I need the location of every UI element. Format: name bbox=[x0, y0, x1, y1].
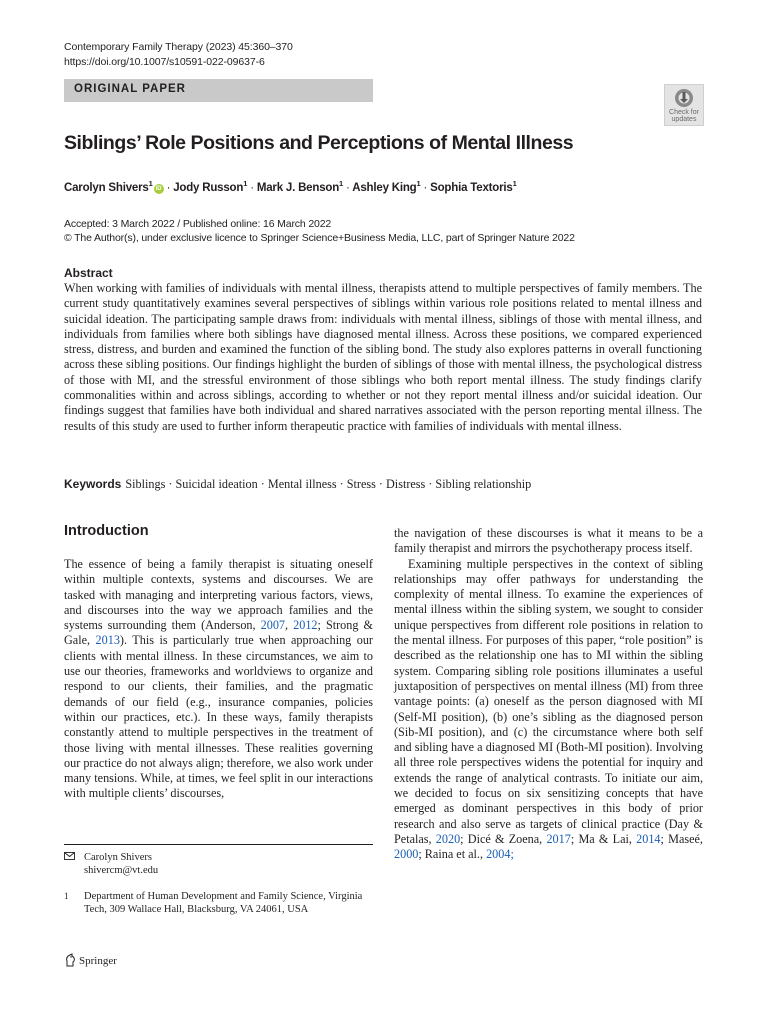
paper-title: Siblings’ Role Positions and Perceptions of Mental Illness bbox=[64, 132, 574, 154]
author-affil-mark: 1 bbox=[148, 179, 153, 188]
affiliation-mark: 1 bbox=[64, 891, 69, 901]
footnote-rule bbox=[64, 844, 373, 845]
author-name[interactable]: Mark J. Benson bbox=[256, 181, 340, 194]
citation-link[interactable]: 2017 bbox=[546, 831, 571, 846]
author-name[interactable]: Sophia Textoris bbox=[430, 181, 513, 194]
citation-link[interactable]: 2012 bbox=[293, 618, 318, 633]
citation-link[interactable]: 2014 bbox=[636, 831, 661, 846]
corresponding-author-footnote bbox=[64, 851, 373, 877]
springer-horse-icon bbox=[64, 953, 76, 967]
body-column-left bbox=[64, 557, 373, 802]
paper-type-bar bbox=[64, 79, 373, 102]
keywords-list: Siblings · Suicidal ideation · Mental illness · Stress · Distress · Sibling relationship bbox=[125, 477, 532, 491]
check-updates-line1: Check for bbox=[669, 109, 699, 116]
body-text: ; Dicé & Zoena, bbox=[460, 831, 547, 846]
affiliation-text: Department of Human Development and Family Science, Virginia Tech, 309 Wallace Hall, Blacksburg, VA 24061, USA bbox=[84, 891, 363, 915]
abstract-heading: Abstract bbox=[64, 266, 113, 280]
citation-link[interactable]: 2004; bbox=[486, 847, 514, 862]
body-text: ; Maseé, bbox=[660, 831, 703, 846]
body-text: ). This is particularly true when approaching our clients with mental illness. In these circumstances, we aim to use our theories, frameworks and worldviews to organize and respond to our clients, their families, and the pragmatic demands of our field (e.g., insurance companies, policies within our practices, etc.). In these ways, family therapists constantly attend to multiple perspectives in the treatment of those living with mental illnesses. These realities governing our practice do not always align; therefore, we also work under many tensions. While, at times, we feel split in our interactions with multiple clients’ discourses, bbox=[64, 633, 373, 801]
affiliation-footnote bbox=[64, 890, 373, 916]
abstract-text: When working with families of individuals with mental illness, therapists attend to multiple perspectives of family members. The current study quantitatively examines several perspectives of siblings within various role positions related to mental illness and suicidal ideation. The participating sample draws from: individuals with mental illness, siblings of those with mental illness, and individuals from families where both siblings have diagnosed mental illness. Across these positions, we compared experienced stress, distress, and burden and examined the function of the sibling bond. The study also explores patterns in overall functioning across these sibling positions. Our findings highlight the burden of siblings of those with mental illness, the psychological distress of those with MI, and the stressful environment of those siblings who both report mental illness. The study findings clarify commonalities within and across siblings, according to whether or not they report mental illness and/or suicidal ideation. Our findings suggest that families have both individual and shared narratives associated with the person reporting mental illness. The results of this study are used to further inform therapeutic practice with families of individuals with mental illness. bbox=[64, 281, 702, 433]
check-updates-line2: updates bbox=[671, 116, 697, 123]
body-text: The essence of being a family therapist is situating oneself within multiple contexts, systems and discourses. We are tasked with managing and interpreting various factors, views, and discourses into the way we approach families and the systems surrounding them (Anderson, bbox=[64, 557, 373, 633]
introduction-heading: Introduction bbox=[64, 523, 149, 539]
keywords-line bbox=[64, 477, 531, 492]
body-text: ; Strong & Gale, bbox=[64, 618, 373, 648]
intro-paragraph-1-continued: the navigation of these discourses is what it means to be a family therapist and mirrors the psychotherapy process itself. bbox=[394, 526, 703, 556]
envelope-icon bbox=[64, 851, 75, 864]
body-text: ; Raina et al., bbox=[418, 847, 487, 862]
intro-paragraph-2 bbox=[394, 557, 703, 863]
publisher-name: Springer bbox=[79, 955, 117, 967]
body-text: Examining multiple perspectives in the context of sibling relationships may offer pathways for understanding the complexity of mental illness. To examine the experiences of mental illness within the sibling system, we sought to consider unique perspectives from different role positions in relation to the mental illness. For purposes of this paper, “role position” is described as the relationship one has to MI within the sibling system. Comparing sibling role positions illuminates a useful juxtaposition of perspectives on mental illness (MI) from three vantage points: (a) oneself as the person diagnosed with MI (Self-MI position), (b) one’s sibling as the diagnosed person (Sib-MI position), and (c) the circumstance where both self and sibling have a diagnosed MI (Both-MI position). Involving all three role perspectives widens the potential for inquiry and extends the range of analytical contrasts. To initiate our aim, we decided to focus on six sensitizing concepts that have emerged as dominant perspectives in this body of prior research and also serve as targets of clinical practice (Day & Petalas, bbox=[394, 556, 703, 846]
citation-link[interactable]: 2000 bbox=[394, 847, 419, 862]
author-affil-mark: 1 bbox=[512, 179, 517, 188]
check-for-updates-badge[interactable] bbox=[664, 84, 704, 126]
corresponding-author-name: Carolyn Shivers bbox=[84, 852, 152, 863]
author-name[interactable]: Carolyn Shivers bbox=[64, 181, 149, 194]
copyright-line: © The Author(s), under exclusive licence to Springer Science+Business Media, LLC, part of Springer Nature 2022 bbox=[64, 232, 575, 244]
orcid-icon[interactable]: iD bbox=[154, 184, 164, 194]
citation-link[interactable]: 2020 bbox=[435, 831, 461, 846]
check-updates-icon bbox=[674, 88, 694, 108]
citation-link[interactable]: 2013 bbox=[95, 633, 120, 648]
doi-link[interactable]: https://doi.org/10.1007/s10591-022-09637-6 bbox=[64, 56, 265, 68]
author-name[interactable]: Ashley King bbox=[352, 181, 417, 194]
author-affil-mark: 1 bbox=[243, 179, 248, 188]
publication-dates: Accepted: 3 March 2022 / Published online: 16 March 2022 bbox=[64, 218, 332, 230]
publisher-logo bbox=[64, 953, 117, 967]
paper-type-label: ORIGINAL PAPER bbox=[74, 83, 186, 95]
body-column-right bbox=[394, 526, 703, 863]
author-name[interactable]: Jody Russon bbox=[173, 181, 244, 194]
author-affil-mark: 1 bbox=[416, 179, 421, 188]
body-text: , bbox=[285, 618, 294, 633]
corresponding-author-email[interactable]: shivercm@vt.edu bbox=[84, 865, 159, 876]
keywords-label: Keywords bbox=[64, 477, 122, 491]
author-list: Carolyn Shivers$^1$iD · Jody Russon$^1$ · Mark J. Benson$^1$ · Ashley King$^1$ · Sophia Textoris$^1$ bbox=[64, 179, 517, 194]
body-text: ; Ma & Lai, bbox=[570, 831, 637, 846]
author-affil-mark: 1 bbox=[339, 179, 344, 188]
journal-citation: Contemporary Family Therapy (2023) 45:360–370 bbox=[64, 41, 293, 53]
intro-paragraph-1 bbox=[64, 557, 373, 802]
citation-link[interactable]: 2007 bbox=[260, 618, 285, 633]
